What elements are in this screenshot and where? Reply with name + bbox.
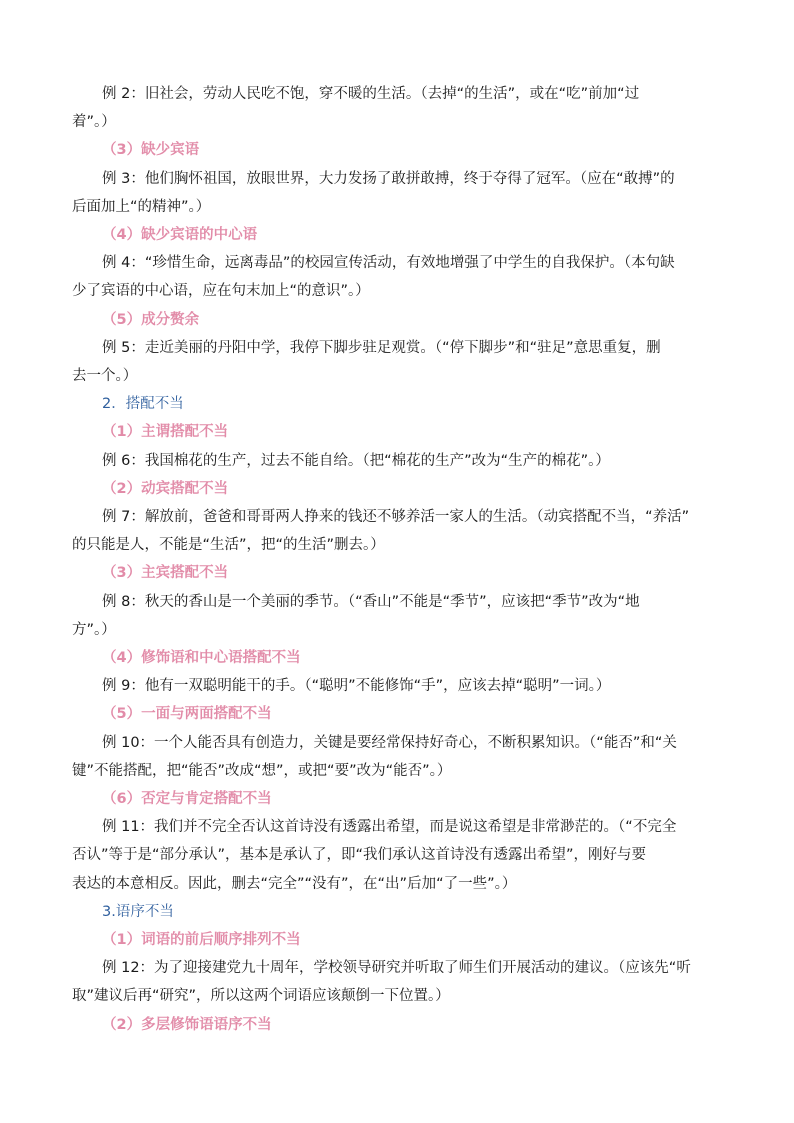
paragraph-line: 例 2：旧社会，劳动人民吃不饱，穿不暖的生活。（去掉“的生活”，或在“吃”前加“过 <box>102 86 640 102</box>
paragraph-line: 例 9：他有一双聪明能干的手。（“聪明”不能修饰“手”，应该去掉“聪明”一词。） <box>102 678 611 694</box>
subsection-heading: （5）一面与两面搭配不当 <box>102 706 272 722</box>
subsection-heading: （4）缺少宾语的中心语 <box>102 227 258 243</box>
paragraph-line: 着”。） <box>72 114 116 130</box>
paragraph-line: 例 3：他们胸怀祖国，放眼世界，大力发扬了敢拼敢搏，终于夺得了冠军。（应在“敢搏”的 <box>102 171 675 187</box>
paragraph-line: 去一个。） <box>72 368 138 384</box>
subsection-heading: （5）成分赘余 <box>102 312 200 328</box>
section-heading: 3.语序不当 <box>102 904 174 920</box>
paragraph-line: 例 8：秋天的香山是一个美丽的季节。（“香山”不能是“季节”，应该把“季节”改为“地 <box>102 594 640 610</box>
paragraph-line: 否认”等于是“部分承认”，基本是承认了，即“我们承认这首诗没有透露出希望”，刚好与要 <box>72 847 647 863</box>
paragraph-line: 键”不能搭配，把“能否”改成“想”，或把“要”改为“能否”。） <box>72 763 452 779</box>
paragraph-line: 少了宾语的中心语，应在句末加上“的意识”。） <box>72 283 370 299</box>
subsection-heading: （1）词语的前后顺序排列不当 <box>102 932 301 948</box>
section-heading: 2．搭配不当 <box>102 396 184 412</box>
paragraph-line: 例 4：“珍惜生命，远离毒品”的校园宣传活动，有效地增强了中学生的自我保护。（本句缺 <box>102 255 675 271</box>
subsection-heading: （6）否定与肯定搭配不当 <box>102 791 272 807</box>
paragraph-line: 例 6：我国棉花的生产，过去不能自给。（把“棉花的生产”改为“生产的棉花”。） <box>102 453 610 469</box>
paragraph-line: 表达的本意相反。因此，删去“完全”“没有”，在“出”后加“了一些”。） <box>72 876 517 892</box>
paragraph-line: 例 7：解放前，爸爸和哥哥两人挣来的钱还不够养活一家人的生活。（动宾搭配不当，“养活” <box>102 509 690 525</box>
subsection-heading: （2）多层修饰语语序不当 <box>102 1017 272 1033</box>
paragraph-line: 例 5：走近美丽的丹阳中学，我停下脚步驻足观赏。（“停下脚步”和“驻足”意思重复，删 <box>102 340 661 356</box>
paragraph-line: 例 10：一个人能否具有创造力，关键是要经常保持好奇心，不断积累知识。（“能否”和“关 <box>102 735 677 751</box>
paragraph-line: 取”建议后再“研究”，所以这两个词语应该颠倒一下位置。） <box>72 988 450 1004</box>
paragraph-line: 例 12：为了迎接建党九十周年，学校领导研究并听取了师生们开展活动的建议。（应该先“听 <box>102 960 691 976</box>
subsection-heading: （1）主谓搭配不当 <box>102 424 229 440</box>
paragraph-line: 例 11：我们并不完全否认这首诗没有透露出希望，而是说这希望是非常渺茫的。（“不完全 <box>102 819 677 835</box>
subsection-heading: （3）主宾搭配不当 <box>102 565 229 581</box>
paragraph-line: 的只能是人，不能是“生活”，把“的生活”删去。） <box>72 537 385 553</box>
subsection-heading: （3）缺少宾语 <box>102 142 200 158</box>
paragraph-line: 方”。） <box>72 622 116 638</box>
subsection-heading: （4）修饰语和中心语搭配不当 <box>102 650 301 666</box>
paragraph-line: 后面加上“的精神”。） <box>72 199 211 215</box>
subsection-heading: （2）动宾搭配不当 <box>102 481 229 497</box>
